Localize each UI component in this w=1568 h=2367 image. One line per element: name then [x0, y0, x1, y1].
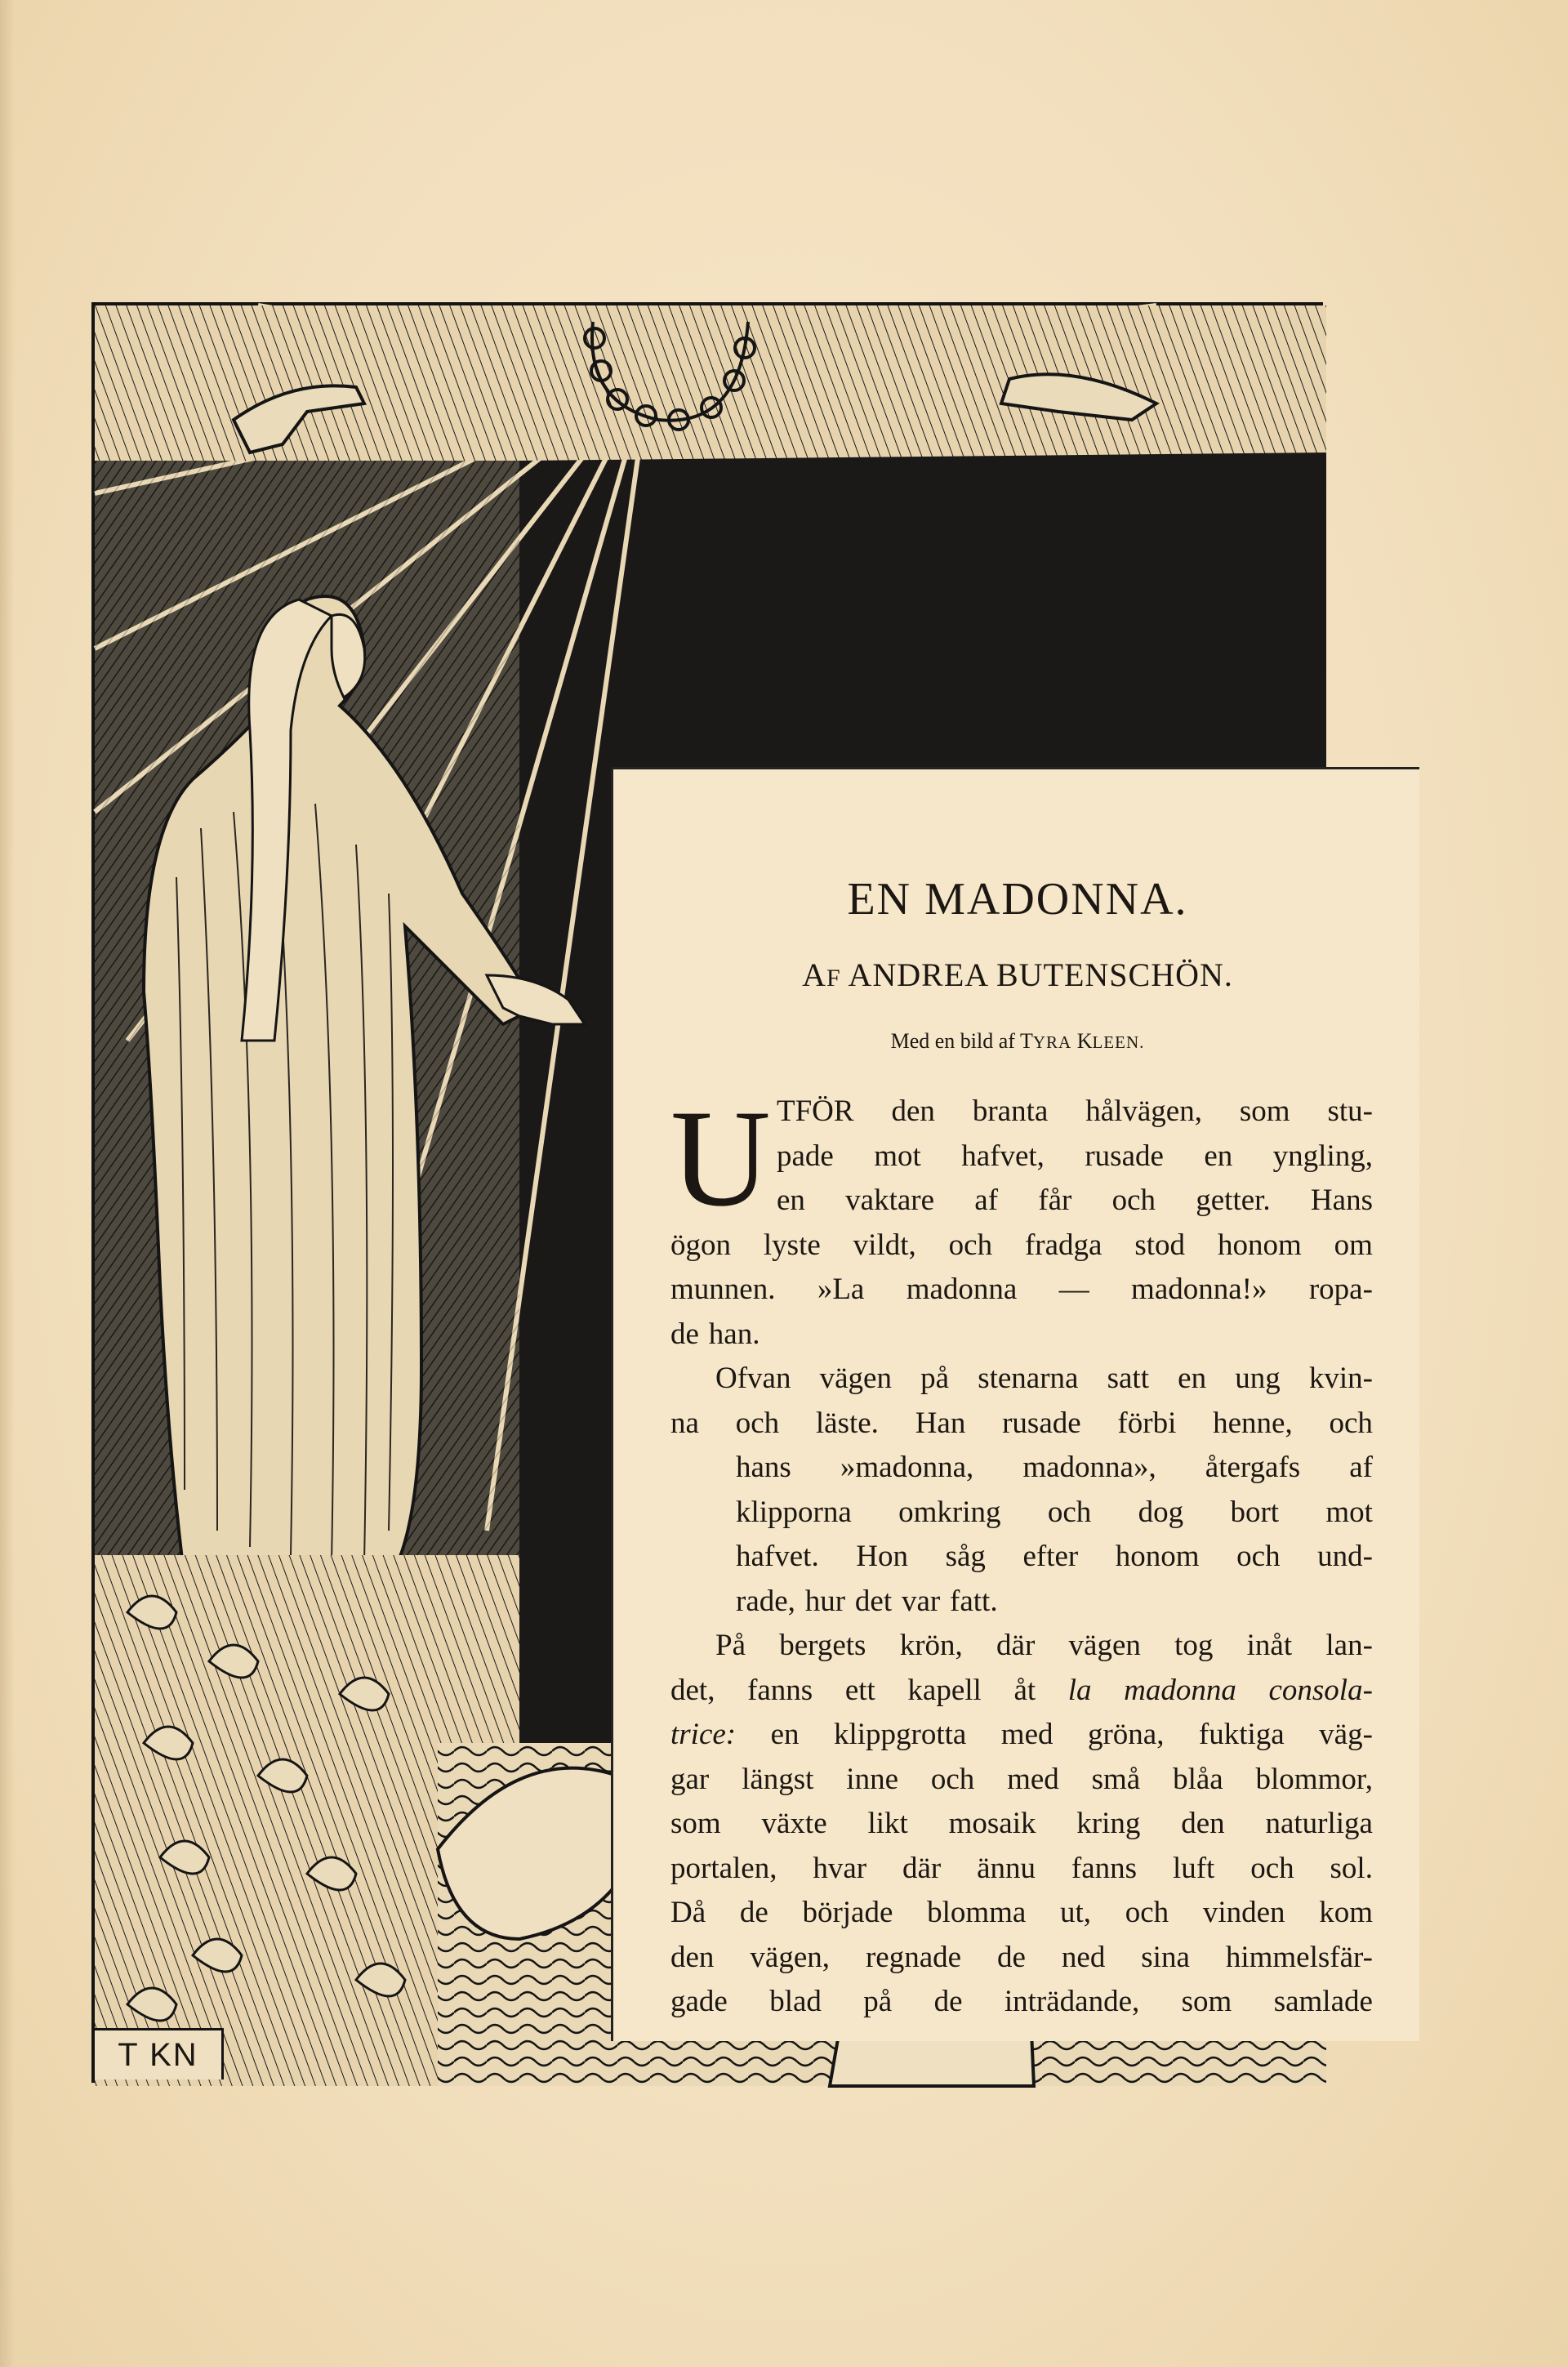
word: inåt — [1246, 1629, 1293, 1662]
word: den — [1181, 1807, 1225, 1840]
credit-artist-first-rest: YRA — [1032, 1032, 1072, 1052]
word: och — [1125, 1896, 1169, 1929]
illustration-credit — [613, 1029, 1422, 1054]
word: hans — [736, 1451, 791, 1484]
word: regnade — [865, 1940, 962, 1974]
word: ännu — [977, 1851, 1036, 1885]
word: gar — [670, 1762, 710, 1796]
text-line — [670, 1224, 1373, 1268]
article-byline — [613, 956, 1422, 994]
text-line — [670, 1802, 1373, 1847]
word: och — [948, 1228, 993, 1262]
word: de — [933, 1985, 963, 2018]
word: Då — [670, 1896, 706, 1929]
word: hafvet, — [961, 1139, 1045, 1173]
article-title: EN MADONNA. — [847, 874, 1188, 925]
word: längst — [742, 1762, 814, 1796]
word: och — [1047, 1495, 1092, 1529]
word: madonna — [906, 1273, 1018, 1306]
word: åt — [1013, 1673, 1036, 1707]
word: branta — [972, 1094, 1049, 1128]
credit-artist-last-cap: K — [1076, 1029, 1093, 1053]
word: honom — [1217, 1228, 1302, 1262]
word: likt — [867, 1807, 908, 1840]
word: dog — [1138, 1495, 1184, 1529]
word: vägen — [819, 1362, 892, 1395]
word: På — [715, 1629, 746, 1662]
word: sina — [1141, 1940, 1190, 1974]
word: ropa- — [1308, 1273, 1373, 1306]
word: vägen, — [750, 1940, 830, 1974]
text-line — [670, 1313, 1373, 1357]
word: på — [863, 1985, 893, 2018]
word: en — [777, 1184, 805, 1217]
word: en — [1204, 1139, 1233, 1173]
word: af — [1349, 1451, 1373, 1484]
credit-artist-last-rest: LEEN. — [1092, 1032, 1145, 1052]
text-line-italic — [670, 1669, 1373, 1714]
word: började — [802, 1896, 893, 1929]
word: små — [1091, 1762, 1141, 1796]
word: en — [1178, 1362, 1207, 1395]
word: luft — [1172, 1851, 1215, 1885]
word: henne, — [1213, 1406, 1293, 1440]
word: lan- — [1325, 1629, 1373, 1662]
word: fanns — [1071, 1851, 1138, 1885]
word: och — [1329, 1406, 1373, 1440]
word: de — [739, 1896, 768, 1929]
word: var — [901, 1584, 941, 1618]
word: vinden — [1202, 1896, 1285, 1929]
word: förbi — [1117, 1406, 1177, 1440]
word: »La — [817, 1273, 865, 1306]
word: madonna!» — [1131, 1273, 1267, 1306]
word: munnen. — [670, 1273, 776, 1306]
byline-prefix-cap: A — [802, 956, 827, 993]
italic-word: consola- — [1268, 1673, 1373, 1707]
word: bergets — [779, 1629, 866, 1662]
word: återgafs — [1205, 1451, 1301, 1484]
word: rade, — [736, 1584, 795, 1618]
word: gade — [670, 1985, 728, 2018]
word: inne — [846, 1762, 898, 1796]
word: det — [854, 1584, 893, 1618]
word: hålvägen, — [1085, 1094, 1202, 1128]
word: med — [1000, 1718, 1054, 1751]
word: tog — [1174, 1629, 1214, 1662]
word: där — [996, 1629, 1036, 1662]
paper-edge — [0, 0, 15, 2367]
word: gröna, — [1087, 1718, 1165, 1751]
text-line — [670, 1446, 1373, 1491]
credit-artist-first-cap: T — [1019, 1029, 1033, 1053]
word: Hans — [1310, 1184, 1373, 1217]
text-line — [670, 1134, 1373, 1179]
word: blommor, — [1255, 1762, 1373, 1796]
word: fanns — [747, 1673, 813, 1707]
word: klipporna — [736, 1495, 852, 1529]
artist-monogram: T KN — [95, 2028, 224, 2079]
word: kvin- — [1308, 1362, 1373, 1395]
text-line — [670, 1491, 1373, 1536]
word: mot — [1325, 1495, 1373, 1529]
word: läste. — [815, 1406, 879, 1440]
word: rusade — [1002, 1406, 1081, 1440]
word: krön, — [899, 1629, 963, 1662]
word: samlade — [1273, 1985, 1373, 2018]
text-line — [670, 1713, 1373, 1758]
text-line — [670, 1936, 1373, 1981]
word: ned — [1061, 1940, 1106, 1974]
word: vaktare — [845, 1184, 935, 1217]
word: fuktiga — [1198, 1718, 1285, 1751]
word: und- — [1317, 1540, 1373, 1573]
text-line — [670, 1357, 1373, 1402]
word: på — [920, 1362, 950, 1395]
word: som — [1239, 1094, 1290, 1128]
word: han. — [708, 1317, 760, 1351]
italic-word: madonna — [1124, 1673, 1236, 1707]
word: såg — [945, 1540, 986, 1573]
word: den — [891, 1094, 935, 1128]
word: pade — [777, 1139, 834, 1173]
word: de — [997, 1940, 1026, 1974]
word: trice: — [670, 1718, 737, 1751]
byline-author: ANDREA BUTENSCHÖN. — [840, 956, 1233, 993]
credit-prefix: Med en bild af — [890, 1029, 1020, 1053]
word: stenarna — [978, 1362, 1079, 1395]
word: en — [770, 1718, 800, 1751]
text-line — [670, 1179, 1373, 1224]
word: och — [1236, 1540, 1281, 1573]
word: »madonna, — [840, 1451, 974, 1484]
word: stod — [1134, 1228, 1186, 1262]
word: kapell — [907, 1673, 982, 1707]
word: det, — [670, 1673, 715, 1707]
word: klippgrotta — [833, 1718, 967, 1751]
text-line — [670, 1402, 1373, 1446]
word: — — [1058, 1273, 1089, 1306]
word: naturliga — [1265, 1807, 1373, 1840]
word: af — [974, 1184, 999, 1217]
word: blad — [769, 1985, 822, 2018]
text-line — [670, 1847, 1373, 1892]
word: omkring — [898, 1495, 1001, 1529]
word: vildt, — [853, 1228, 916, 1262]
text-line — [670, 1090, 1373, 1134]
word: där — [902, 1851, 942, 1885]
word: blåa — [1173, 1762, 1223, 1796]
word: kring — [1076, 1807, 1141, 1840]
word: Hon — [856, 1540, 908, 1573]
text-line — [670, 1758, 1373, 1803]
word: hafvet. — [736, 1540, 819, 1573]
word: de — [670, 1317, 699, 1351]
word: hur — [804, 1584, 846, 1618]
italic-word: la — [1067, 1673, 1092, 1707]
word: växte — [761, 1807, 827, 1840]
word: fatt. — [950, 1584, 998, 1618]
text-line — [670, 1535, 1373, 1580]
word: inträdande, — [1004, 1985, 1140, 2018]
word: och — [1111, 1184, 1156, 1217]
word: och — [1250, 1851, 1294, 1885]
word: ett — [844, 1673, 875, 1707]
word: med — [1007, 1762, 1059, 1796]
word: väg- — [1319, 1718, 1373, 1751]
drop-cap: U — [670, 1081, 771, 1235]
word: madonna», — [1022, 1451, 1156, 1484]
word: ögon — [670, 1228, 731, 1262]
word: TFÖR — [777, 1094, 854, 1128]
word: ut, — [1060, 1896, 1092, 1929]
word: Ofvan — [715, 1362, 791, 1395]
article-body — [670, 1081, 1373, 2025]
word: mot — [874, 1139, 921, 1173]
article-text-panel — [611, 767, 1419, 2041]
word: na — [670, 1406, 699, 1440]
word: vägen — [1068, 1629, 1141, 1662]
word: portalen, — [670, 1851, 777, 1885]
word: och — [735, 1406, 780, 1440]
word: får — [1038, 1184, 1072, 1217]
word: hvar — [813, 1851, 867, 1885]
word: himmelsfär- — [1225, 1940, 1373, 1974]
word: om — [1334, 1228, 1373, 1262]
text-line — [670, 1891, 1373, 1936]
word: efter — [1022, 1540, 1079, 1573]
word: rusade — [1085, 1139, 1164, 1173]
text-line — [670, 1580, 1373, 1625]
word: sol. — [1330, 1851, 1373, 1885]
word: blomma — [927, 1896, 1027, 1929]
word: som — [670, 1807, 721, 1840]
text-line — [670, 1980, 1373, 2025]
word: honom — [1115, 1540, 1200, 1573]
word: stu- — [1327, 1094, 1373, 1128]
word: yngling, — [1272, 1139, 1373, 1173]
word: kom — [1319, 1896, 1373, 1929]
word: den — [670, 1940, 715, 1974]
word: mosaik — [948, 1807, 1036, 1840]
word: bort — [1230, 1495, 1280, 1529]
word: och — [930, 1762, 975, 1796]
word: fradga — [1024, 1228, 1102, 1262]
word: lyste — [763, 1228, 821, 1262]
byline-prefix-rest: F — [826, 965, 841, 992]
text-line — [670, 1268, 1373, 1313]
word: ung — [1235, 1362, 1281, 1395]
text-line — [670, 1624, 1373, 1669]
word: Han — [915, 1406, 966, 1440]
word: som — [1181, 1985, 1232, 2018]
word: satt — [1107, 1362, 1149, 1395]
word: getter. — [1196, 1184, 1271, 1217]
illustration-plate — [91, 302, 1373, 2083]
